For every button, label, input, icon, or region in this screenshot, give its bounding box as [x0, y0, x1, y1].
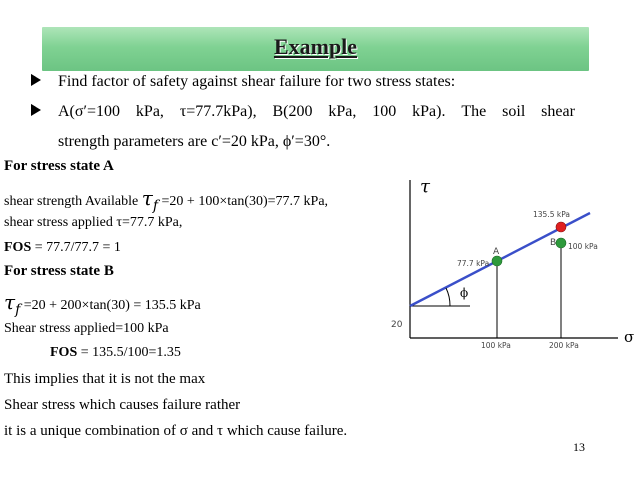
point-a-marker: [492, 256, 502, 266]
state-b-applied-line: Shear stress applied=100 kPa: [4, 321, 169, 336]
bullet-2-word: kPa).: [412, 103, 446, 120]
value-100-right-label: 100 kPa: [568, 242, 598, 251]
subscript-f: f: [15, 302, 21, 318]
bullet-2-word: shear: [541, 103, 575, 120]
state-a-heading: For stress state A: [4, 158, 114, 174]
state-a-strength-value: =20 + 100×tan(30)=77.7 kPa,: [161, 194, 329, 209]
state-a-strength-prefix: shear strength Available: [4, 194, 139, 209]
intercept-label: 20: [391, 320, 403, 330]
bullet-2-continuation-text: strength parameters are c′=20 kPa, ϕ′=30°.: [58, 133, 331, 150]
mohr-coulomb-diagram: [380, 170, 638, 370]
state-b-fos-value: = 135.5/100=1.35: [77, 345, 181, 360]
bullet-2-word: A(σ′=100: [58, 103, 121, 120]
state-b-strength-line: [4, 290, 201, 318]
bullet-2-word: kPa,: [135, 103, 164, 120]
state-a-fos-line: [4, 240, 121, 256]
tau-symbol: τ: [141, 186, 153, 210]
state-b-strength-value: =20 + 200×tan(30) = 135.5 kPa: [23, 298, 201, 313]
arrow-bullet-icon: [30, 70, 42, 94]
bullet-2-word: soil: [502, 103, 526, 120]
tau-symbol: τ: [4, 290, 16, 314]
state-b-fos-line: [50, 345, 181, 361]
bullet-2-word: τ=77.7kPa),: [179, 103, 257, 120]
sigma-axis-label: σ: [624, 328, 635, 346]
phi-angle-arc: [446, 288, 450, 306]
state-a-fos-value: = 77.7/77.7 = 1: [31, 240, 121, 255]
state-a-fos-label: FOS: [4, 240, 32, 255]
point-a-label: A: [493, 247, 500, 257]
x-100-label: 100 kPa: [481, 341, 511, 350]
conclusion-line-3: it is a unique combination of σ and τ which cause failure.: [4, 423, 348, 439]
bullet-2-word: kPa,: [328, 103, 357, 120]
conclusion-line-1: This implies that it is not the max: [4, 371, 206, 387]
tau-axis-label: τ: [420, 176, 430, 197]
point-b-label: B: [550, 238, 557, 248]
state-b-fos-label: FOS: [50, 345, 78, 360]
subscript-f: f: [152, 198, 159, 214]
state-b-heading: For stress state B: [4, 263, 114, 279]
bullet-2-word: B(200: [272, 103, 313, 120]
x-200-label: 200 kPa: [549, 341, 579, 350]
title-bar: [42, 27, 589, 71]
state-a-strength-line: [4, 186, 329, 214]
phi-label: ϕ: [460, 286, 469, 300]
state-a-applied-line: shear stress applied τ=77.7 kPa,: [4, 215, 183, 230]
bullet-2-word: 100: [372, 103, 397, 120]
arrow-bullet-icon: [30, 100, 42, 124]
bullet-2-word: The: [461, 103, 487, 120]
value-135-label: 135.5 kPa: [533, 210, 570, 219]
conclusion-line-2: Shear stress which causes failure rather: [4, 397, 241, 413]
point-b-marker: [556, 238, 566, 248]
bullet-2-text: [58, 100, 575, 124]
value-77-label: 77.7 kPa: [457, 259, 490, 268]
point-b-failure-marker: [556, 222, 566, 232]
bullet-1-text: Find factor of safety against shear failure for two stress states:: [58, 73, 456, 90]
page-number: 13: [573, 440, 585, 454]
slide-title: Example: [273, 34, 358, 59]
